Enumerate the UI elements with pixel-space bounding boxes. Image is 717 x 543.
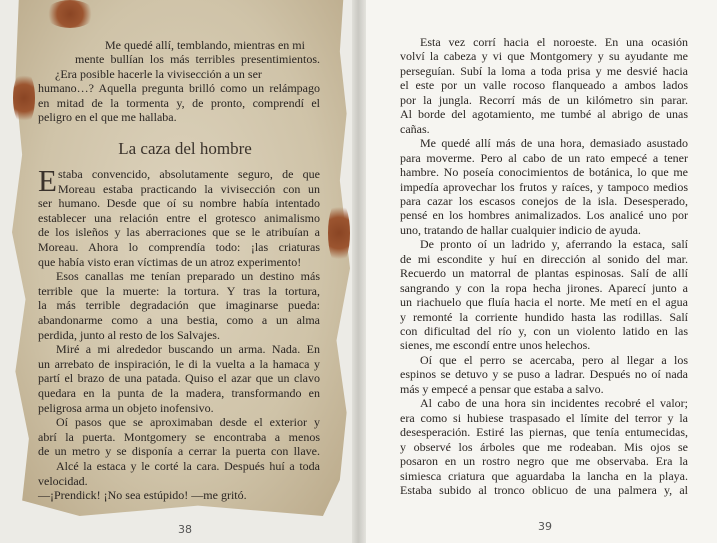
text-line: Me quedé allí más de una hora, demasiado asustado — [420, 136, 688, 151]
text-line: Moreau. Ahora lo comprendía todo: ¡las criaturas — [38, 240, 320, 254]
text-line: y remonté la corriente hundido hasta las rodillas. Salí — [400, 309, 688, 324]
text-line: en mitad de la tormenta y, de pronto, comprendí el — [38, 95, 320, 110]
text-line: de mi escondite y huí en dirección al sonido del mar. — [400, 251, 688, 266]
text-line: con dificultad del río y, con un violento latido en las — [400, 324, 688, 338]
text-line: terrible que la muerte: la tortura. Y tras la tortura, — [38, 283, 320, 298]
text-line: para moverme. Pero al cabo de un rato empecé a tener — [400, 150, 688, 165]
book-gutter — [352, 0, 366, 543]
text-line: Al cabo de una hora sin incidentes recobré el valor; — [420, 396, 688, 411]
text-line: volví la cabeza y vi que Montgomery y su ayudante me — [400, 49, 688, 64]
text-line: ¿Era posible hacerle la vivisección a un ser — [55, 66, 262, 81]
text-line: perdida, junto al resto de los Salvajes. — [38, 327, 220, 342]
text-line: quedara en la punta de la madera, transformando en — [38, 386, 320, 400]
text-line: Moreau estaba practicando la vivisección con un — [58, 181, 320, 196]
text-line: de un metro y se disponía a cerrar la puerta con llave. — [38, 444, 320, 459]
right-page — [366, 0, 717, 543]
text-line: peligro en el que me hallaba. — [38, 110, 177, 124]
text-line: por la jungla. Recorrí más de un kilómetro sin parar. — [400, 92, 688, 107]
drop-cap: E — [38, 163, 57, 198]
text-line: mente bullían los más terribles presentimientos. — [75, 52, 320, 67]
text-line: impedía aprovechar los frutos y raíces, y tampoco medios — [400, 179, 688, 194]
left-page — [0, 0, 352, 543]
text-line: pensé en los hombres animalizados. Los analicé uno por — [400, 208, 688, 223]
text-line: espinos se detuvo y se puso a ladrar. Después no oí nada — [400, 367, 688, 382]
text-line: Miré a mi alrededor buscando un arma. Nada. En — [56, 342, 320, 357]
text-line: Estaba subido al tronco oblicuo de una palmera y, al — [400, 482, 688, 497]
text-line: un arrebato de inspiración, le di la vuelta a la hamaca y — [38, 356, 320, 371]
text-line: era como si hubiese traspasado el límite del terror y la — [400, 410, 688, 425]
text-line: simiesca criatura que aguardaba la lancha en la playa. — [400, 468, 688, 483]
text-line: Esos canallas me tenían preparado un destino más — [56, 269, 320, 284]
page-number-left: 38 — [178, 523, 192, 536]
text-line: Oí pasos que se aproximaban desde el exterior y — [56, 415, 320, 430]
text-line: Me quedé allí, temblando, mientras en mi — [105, 38, 305, 52]
chapter-heading: La caza del hombre — [118, 139, 252, 158]
right-page-text — [366, 0, 717, 543]
text-line: que había visto eran víctimas de un atroz experimento! — [38, 254, 302, 269]
text-line: De pronto oí un ladrido y, aferrando la estaca, salí — [420, 237, 688, 252]
text-line: ser humano. Desde que oí su nombre había intentado — [38, 196, 320, 211]
text-line: partí el brazo de una patada. Quiso el azar que un clavo — [38, 371, 320, 386]
text-line: perseguían. Subí la loma a toda prisa y me desvié hacia — [400, 63, 688, 78]
text-line: staba convencido, absolutamente seguro, de que — [58, 167, 320, 181]
text-line: abrí la puerta. Montgomery se encontraba a menos — [38, 429, 320, 444]
text-line: Al borde del agotamiento, me tumbé al abrigo de unas — [400, 107, 688, 122]
text-line: de los isleños y las aberraciones que se le atribuían a — [38, 225, 320, 240]
text-line: uno, tratando de hallar cualquier indicio de ayuda. — [400, 222, 641, 237]
text-line: Esta vez corrí hacia el noroeste. En una ocasión — [420, 35, 688, 49]
text-line: cañas. — [400, 121, 430, 136]
text-line: Recuerdo un matorral de plantas espinosas. Salí de allí — [400, 266, 688, 281]
text-line: un riachuelo que fluía hacia el norte. Me metí en el agua — [400, 295, 688, 310]
text-line: para cazar los escasos conejos de la isla. Desesperado, — [400, 193, 688, 208]
text-line: más y empecé a pensar que estaba a salvo. — [400, 381, 604, 396]
text-line: sangrando y con la ropa hecha jirones. Aparecí junto a — [400, 280, 688, 295]
text-line: abandonarme como a una bestia, como a un alma — [38, 313, 320, 327]
text-line: peligrosa arma un objeto inofensivo. — [38, 400, 214, 415]
text-line: hambre. No poseía conocimientos de botánica, lo que me — [400, 165, 688, 180]
text-line: el este por un valle rocoso flanqueado a ambos lados — [400, 78, 688, 93]
text-line: —¡Prendick! ¡No sea estúpido! —me gritó. — [38, 488, 247, 503]
left-page-text — [0, 0, 352, 543]
text-line: posaron en un rostro negro que me observaba. Era la — [400, 454, 688, 469]
page-number-right: 39 — [538, 520, 552, 533]
text-line: humano…? Aquella pregunta brilló como un relámpago — [38, 81, 320, 96]
text-line: la más terrible degradación que imaginarse pueda: — [38, 298, 320, 313]
text-line: establecer una relación entre el grotesco animalismo — [38, 210, 320, 225]
text-line: sienes, me escondí entre unos helechos. — [400, 338, 591, 353]
text-line: Oí que el perro se acercaba, pero al llegar a los — [420, 352, 688, 367]
text-line: Alcé la estaca y le corté la cara. Después huí a toda — [56, 459, 320, 473]
text-line: y observé los árboles que me rodeaban. Mis ojos se — [400, 439, 688, 454]
text-line: desesperación. Estiré las piernas, que tenía entumecidas, — [400, 425, 688, 440]
text-line: velocidad. — [38, 473, 88, 488]
